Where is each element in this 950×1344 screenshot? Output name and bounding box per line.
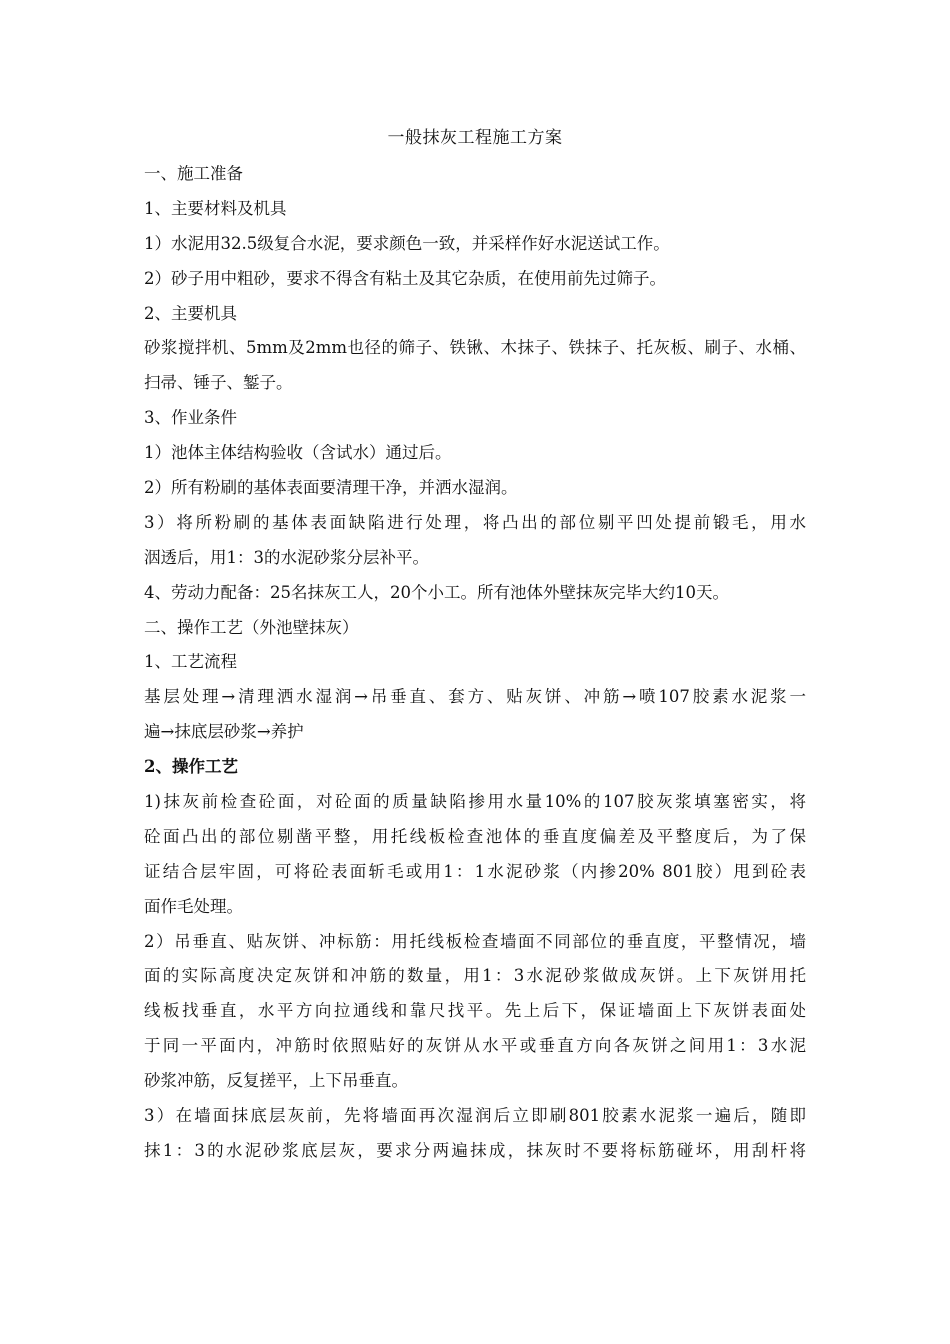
paragraph-line: 遍→抹底层砂浆→养护: [144, 722, 304, 742]
heading-operation-process: 二、操作工艺（外池壁抹灰）: [144, 617, 359, 637]
paragraph-line: 面的实际高度决定灰饼和冲筋的数量，用1：3水泥砂浆做成灰饼。上下灰饼用托: [144, 966, 806, 986]
subheading-materials-equipment: 1、主要材料及机具: [144, 198, 287, 218]
paragraph-line: 2）所有粉刷的基体表面要清理干净，并洒水湿润。: [144, 478, 518, 498]
paragraph-line: 砂浆搅拌机、5mm及2mm也径的筛子、铁锹、木抹子、铁抹子、托灰板、刷子、水桶、: [144, 338, 806, 358]
paragraph-line: 面作毛处理。: [144, 896, 243, 916]
paragraph-line: 1）池体主体结构验收（含试水）通过后。: [144, 443, 452, 463]
paragraph-line: 砂浆冲筋，反复搓平，上下吊垂直。: [144, 1071, 408, 1091]
document-body: [144, 157, 806, 1169]
subheading-work-conditions: 3、作业条件: [144, 408, 237, 428]
paragraph-line: 2）吊垂直、贴灰饼、冲标筋：用托线板检查墙面不同部位的垂直度，平整情况，墙: [144, 931, 806, 951]
paragraph-line: 3）将所粉刷的基体表面缺陷进行处理，将凸出的部位剔平凹处提前锻毛，用水: [144, 512, 806, 532]
document-title: 一般抹灰工程施工方案: [387, 128, 563, 148]
subheading-operation-steps: 2、操作工艺: [144, 757, 238, 777]
paragraph-line: 证结合层牢固，可将砼表面斩毛或用1：1水泥砂浆（内掺20% 801胶）甩到砼表: [144, 861, 806, 881]
subheading-process-flow: 1、工艺流程: [144, 652, 237, 672]
paragraph-line: 2）砂子用中粗砂，要求不得含有粘土及其它杂质，在使用前先过筛子。: [144, 268, 666, 288]
paragraph-line: 砼面凸出的部位剔凿平整，用托线板检查池体的垂直度偏差及平整度后，为了保: [144, 826, 806, 846]
paragraph-line: 扫帚、锤子、錾子。: [144, 373, 293, 393]
paragraph-line: 抹1：3的水泥砂浆底层灰，要求分两遍抹成，抹灰时不要将标筋碰坏，用刮杆将: [144, 1140, 806, 1160]
paragraph-line: 洇透后，用1：3的水泥砂浆分层补平。: [144, 547, 429, 567]
paragraph-line: 于同一平面内，冲筋时依照贴好的灰饼从水平或垂直方向各灰饼之间用1：3水泥: [144, 1036, 806, 1056]
paragraph-line: 3）在墙面抹底层灰前，先将墙面再次湿润后立即刷801胶素水泥浆一遍后，随即: [144, 1106, 806, 1126]
paragraph-line: 基层处理→清理洒水湿润→吊垂直、套方、贴灰饼、冲筋→喷107胶素水泥浆一: [144, 687, 806, 707]
paragraph-line: 4、劳动力配备：25名抹灰工人，20个小工。所有池体外壁抹灰完毕大约10天。: [144, 582, 729, 602]
paragraph-line: 1)抹灰前检查砼面，对砼面的质量缺陷掺用水量10%的107胶灰浆填塞密实，将: [144, 792, 806, 812]
paragraph-line: 1）水泥用32.5级复合水泥，要求颜色一致，并采样作好水泥送试工作。: [144, 233, 670, 253]
paragraph-line: 线板找垂直，水平方向拉通线和靠尺找平。先上后下，保证墙面上下灰饼表面处: [144, 1001, 806, 1021]
subheading-main-equipment: 2、主要机具: [144, 303, 237, 323]
heading-construction-preparation: 一、施工准备: [144, 164, 243, 183]
